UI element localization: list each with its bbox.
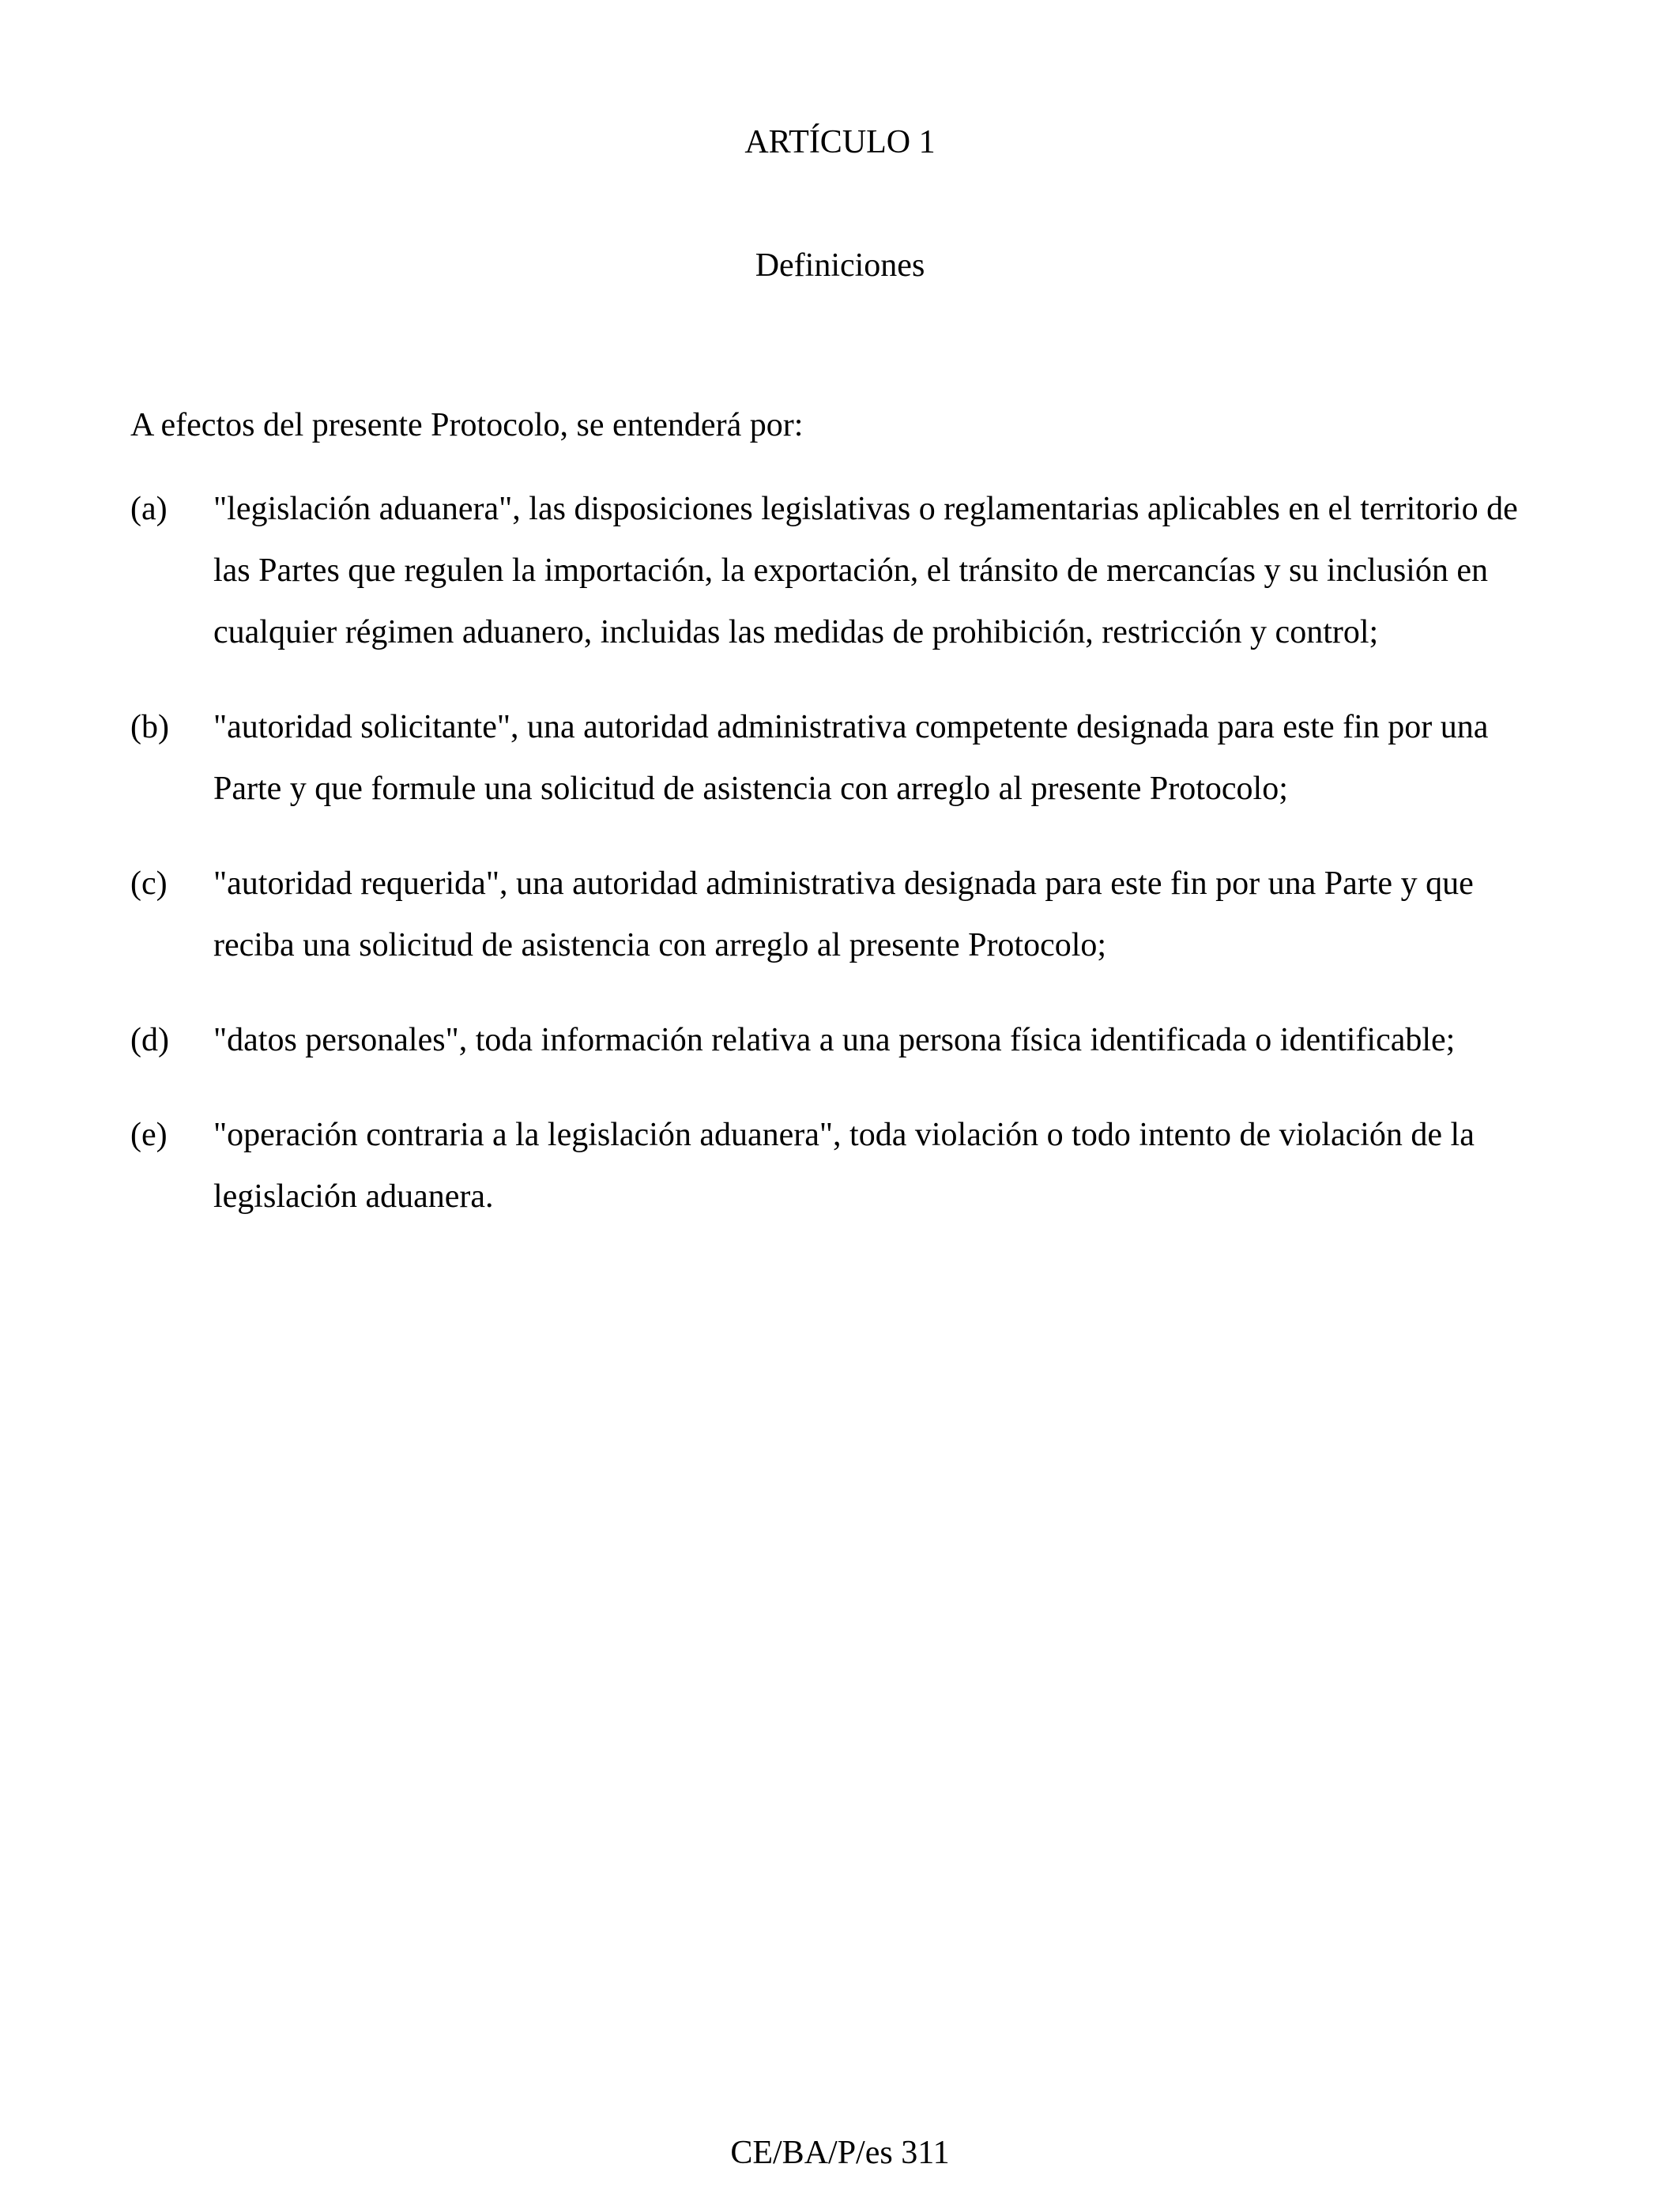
definition-item-b	[130, 696, 1553, 820]
definitions-list	[130, 478, 1553, 1261]
intro-paragraph: A efectos del presente Protocolo, se entenderá por:	[130, 407, 804, 443]
definition-label: (a)	[130, 491, 168, 527]
definition-item-a	[130, 478, 1553, 663]
article-subtitle: Definiciones	[755, 247, 925, 284]
definition-text: "datos personales", toda información relativa a una persona física identificada o identificable;	[213, 1022, 1456, 1058]
definition-item-c	[130, 853, 1553, 976]
definition-text: "operación contraria a la legislación aduanera", toda violación o todo intento de violación de la legislación aduanera.	[213, 1117, 1475, 1215]
definition-label: (e)	[130, 1117, 168, 1153]
definition-item-d	[130, 1009, 1553, 1071]
definition-label: (c)	[130, 865, 168, 902]
definition-text: "autoridad solicitante", una autoridad administrativa competente designada para este fin por una Parte y que formule una solicitud de asistencia con arreglo al presente Protocolo;	[213, 709, 1489, 807]
definition-text: "autoridad requerida", una autoridad administrativa designada para este fin por una Parte y que reciba una solicitud de asistencia con arreglo al presente Protocolo;	[213, 865, 1474, 963]
definition-text: "legislación aduanera", las disposiciones legislativas o reglamentarias aplicables en el territorio de las Partes que regulen la importación, la exportación, el tránsito de mercancías y su inclusión en cualquier régimen aduanero, incluidas las medidas de prohibición, restricción y control;	[213, 491, 1518, 650]
definition-item-e	[130, 1104, 1553, 1227]
definition-label: (b)	[130, 709, 169, 745]
article-title: ARTÍCULO 1	[744, 124, 936, 160]
page-footer: CE/BA/P/es 311	[730, 2135, 950, 2171]
definition-label: (d)	[130, 1022, 169, 1058]
